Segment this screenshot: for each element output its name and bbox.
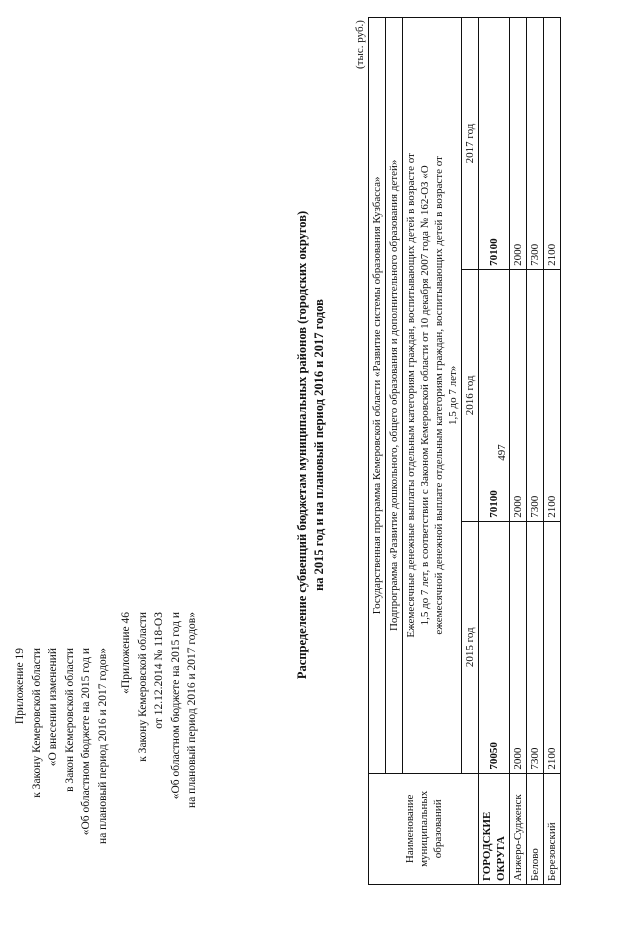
measure-line: Ежемесячные денежные выплаты отдельным категориям граждан, воспитывающих детей в возрасте от bbox=[405, 153, 417, 638]
appendix-46-block bbox=[118, 612, 201, 912]
units-label: (тыс. руб.) bbox=[354, 20, 366, 69]
row-name: Березовский bbox=[544, 773, 561, 884]
subvention-table bbox=[368, 17, 561, 885]
measure-cell bbox=[403, 18, 462, 774]
name-header-line: Наименование bbox=[403, 794, 416, 864]
appendix-19-block bbox=[12, 648, 111, 948]
table-row bbox=[479, 18, 510, 885]
table-row bbox=[527, 18, 544, 885]
appendix-19-line: в Закон Кемеровской области bbox=[63, 648, 76, 792]
row-value-2016: 7300 bbox=[527, 269, 544, 521]
measure-line: 1,5 до 7 лет, в соответствии с Законом Кемеровской области от 10 декабря 2007 года № 162-ОЗ «О bbox=[419, 165, 431, 626]
appendix-19-line: на плановый период 2016 и 2017 годов» bbox=[96, 648, 109, 844]
table-row bbox=[510, 18, 527, 885]
row-value-2017: 2000 bbox=[510, 18, 527, 270]
measure-line: 1,5 до 7 лет» bbox=[447, 365, 459, 425]
table-row bbox=[544, 18, 561, 885]
measure-line: ежемесячной денежной выплате отдельным категориям граждан, воспитывающих детей в возрасте от bbox=[433, 156, 445, 635]
row-value-2016: 2000 bbox=[510, 269, 527, 521]
row-name: Белово bbox=[527, 773, 544, 884]
appendix-46-line: на плановый период 2016 и 2017 годов» bbox=[186, 612, 198, 808]
appendix-19-line: «Об областном бюджете на 2015 год и bbox=[80, 648, 92, 836]
appendix-46-line: «Приложение 46 bbox=[120, 612, 132, 694]
row-value-2015: 2100 bbox=[544, 521, 561, 773]
row-value-2015: 7300 bbox=[527, 521, 544, 773]
row-name: Анжеро-Судженск bbox=[510, 773, 527, 884]
program-cell: Государственная программа Кемеровской области «Развитие системы образования Кузбасса» bbox=[369, 18, 386, 774]
row-value-2017: 2100 bbox=[544, 18, 561, 270]
row-value-2015: 70050 bbox=[479, 521, 510, 773]
row-value-2016: 70100 bbox=[479, 269, 510, 521]
row-value-2017: 7300 bbox=[527, 18, 544, 270]
row-value-2016: 2100 bbox=[544, 269, 561, 521]
subprogram-cell: Подпрограмма «Развитие дошкольного, общего образования и дополнительного образования детей» bbox=[386, 18, 403, 774]
name-header-cell bbox=[369, 773, 479, 884]
year-header-2016: 2016 год bbox=[462, 269, 479, 521]
appendix-19-line: к Закону Кемеровской области bbox=[30, 648, 43, 798]
row-value-2015: 2000 bbox=[510, 521, 527, 773]
document-title bbox=[294, 195, 328, 695]
name-header-line: муниципальных образований bbox=[417, 790, 444, 867]
appendix-19-line: «О внесении изменений bbox=[47, 648, 59, 767]
appendix-19-line: Приложение 19 bbox=[14, 648, 26, 725]
year-header-2017: 2017 год bbox=[462, 18, 479, 270]
title-line-1: Распределение субвенций бюджетам муниципальных районов (городских округов) bbox=[295, 210, 309, 680]
page-number: 497 bbox=[496, 444, 508, 461]
appendix-46-line: «Об областном бюджете на 2015 год и bbox=[169, 612, 182, 800]
appendix-46-line: к Закону Кемеровской области bbox=[136, 612, 149, 762]
year-header-2015: 2015 год bbox=[462, 521, 479, 773]
row-name: ГОРОДСКИЕ ОКРУГА bbox=[479, 773, 510, 884]
row-value-2017: 70100 bbox=[479, 18, 510, 270]
title-line-2: на 2015 год и на плановый период 2016 и 2017 годов bbox=[312, 299, 326, 591]
appendix-46-line: от 12.12.2014 № 118-ОЗ bbox=[153, 612, 165, 729]
